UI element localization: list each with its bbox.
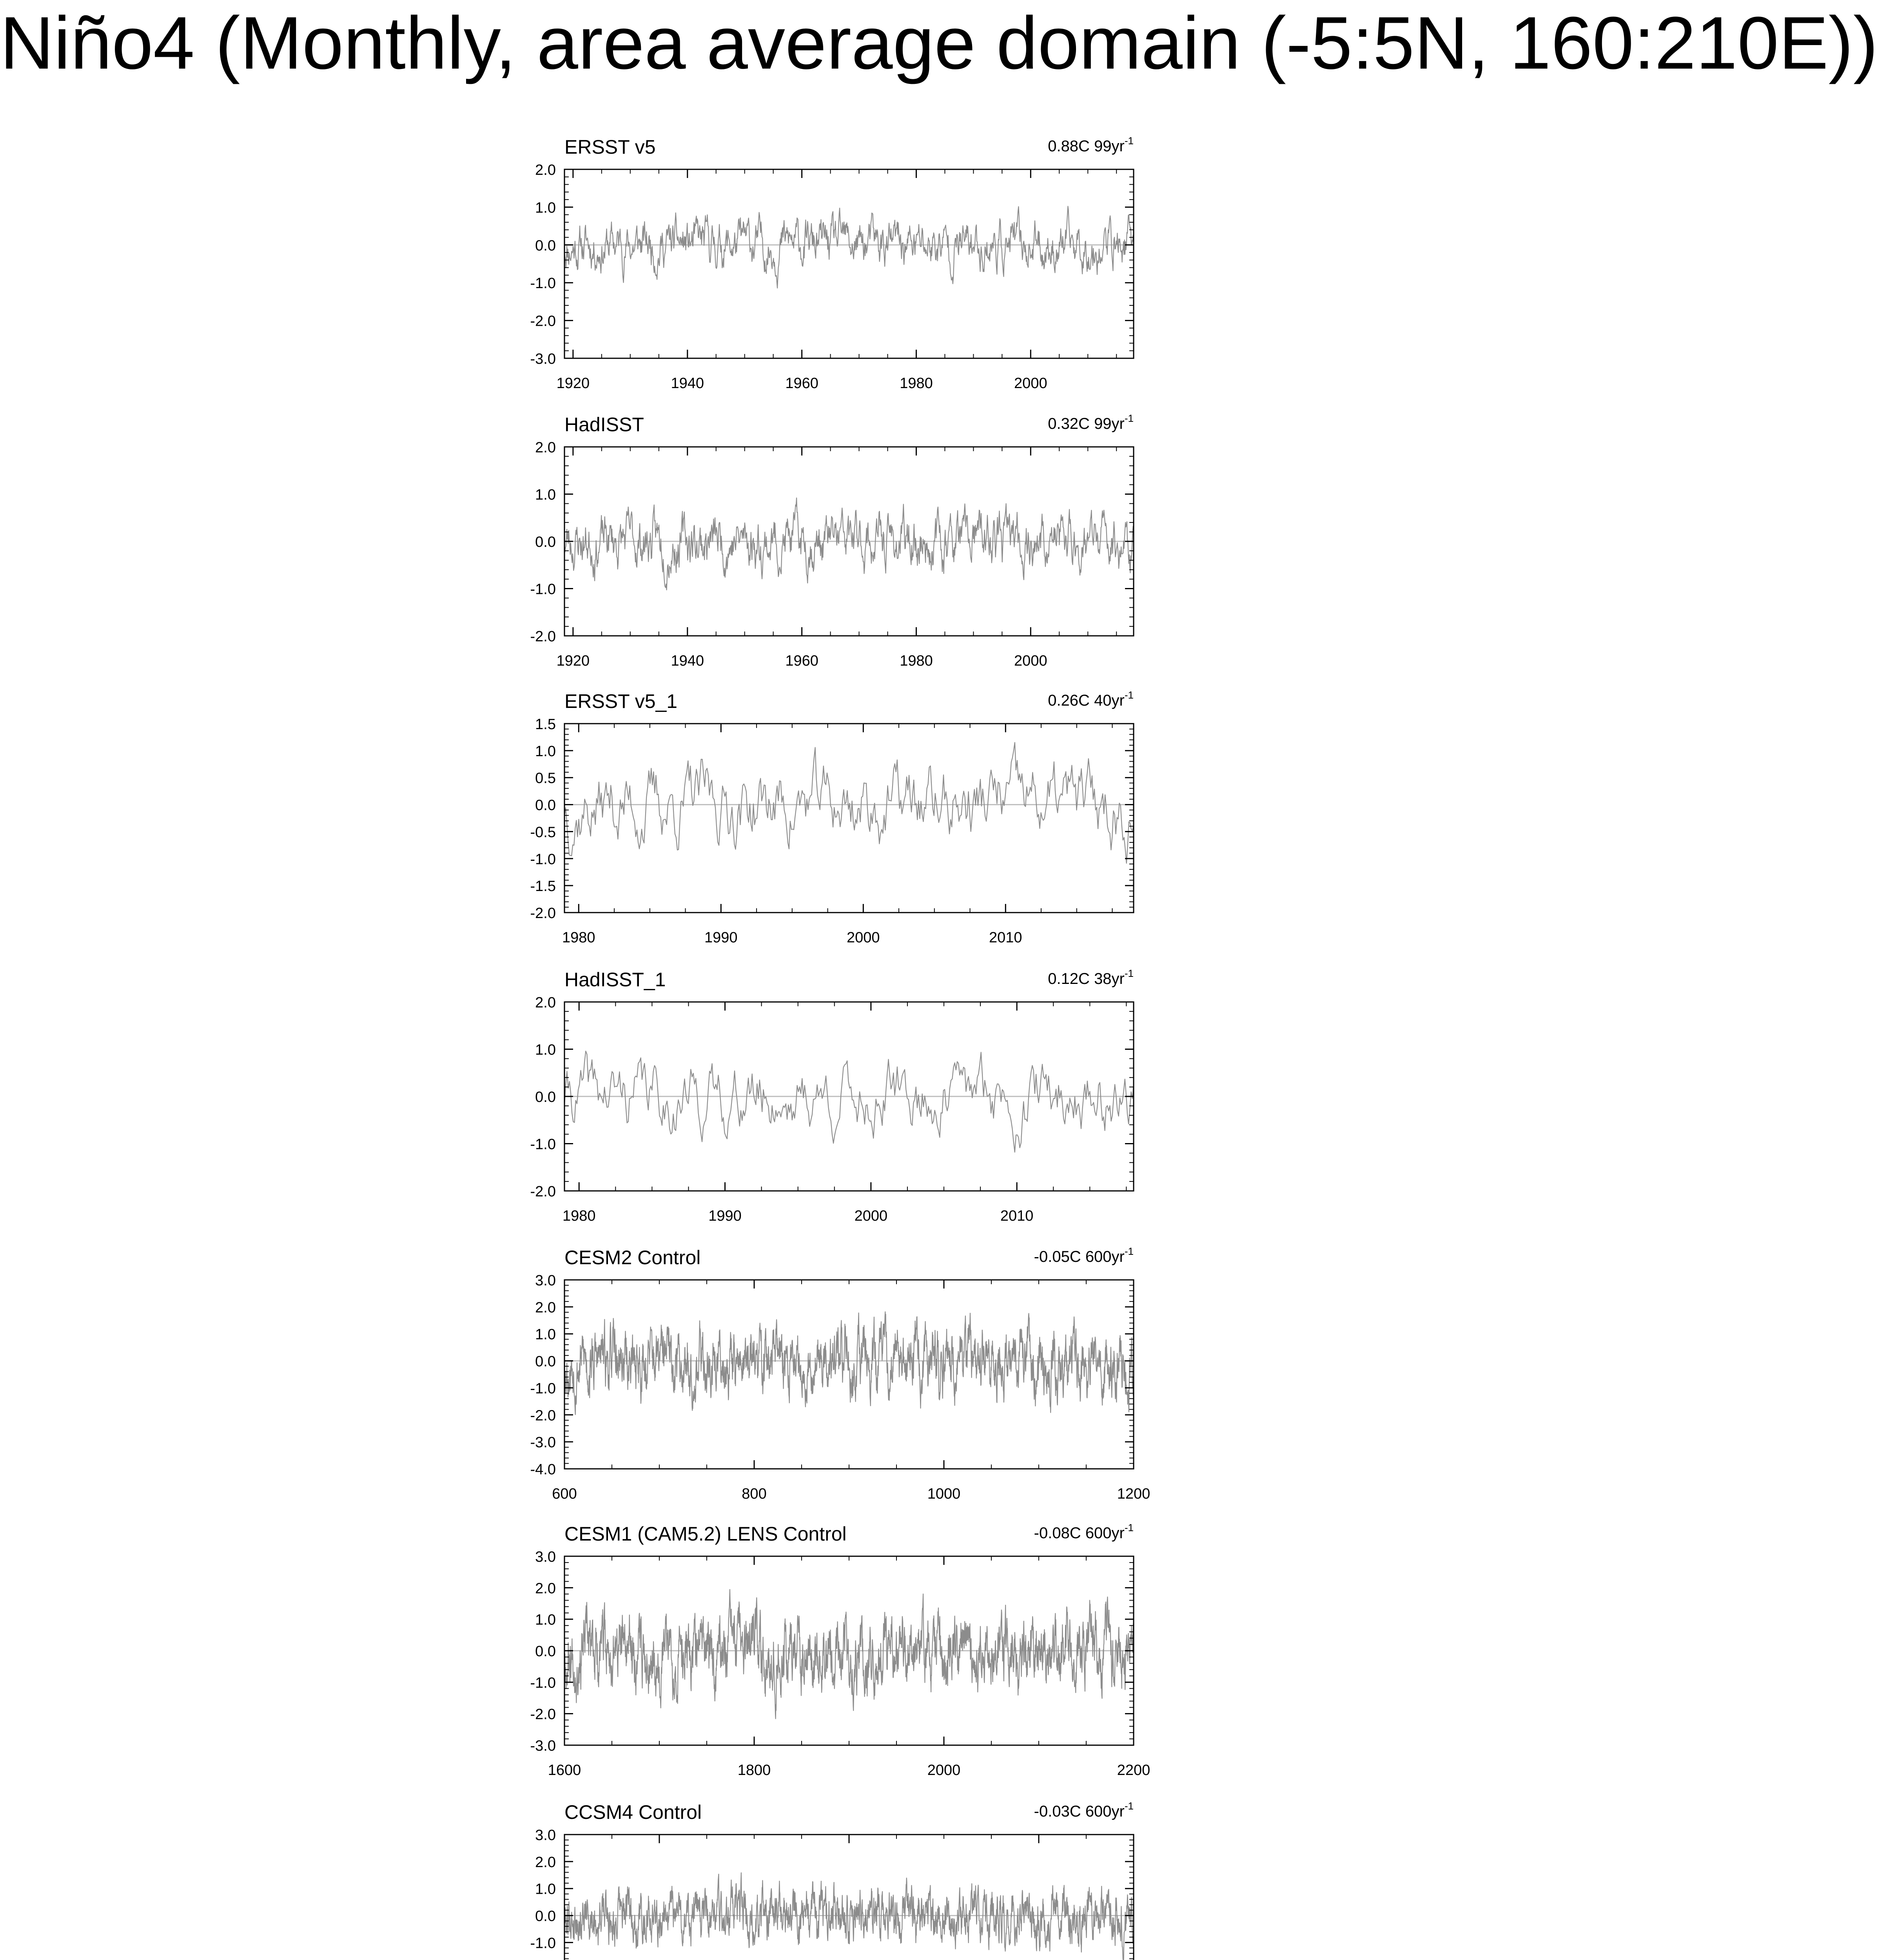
- y-tick-label: 0.0: [535, 1353, 556, 1370]
- x-tick-label: 1000: [927, 1486, 961, 1502]
- y-tick-label: -2.0: [530, 1407, 556, 1424]
- y-tick-label: 3.0: [535, 1827, 556, 1844]
- x-tick-label: 1990: [704, 929, 738, 946]
- x-tick-label: 600: [552, 1486, 577, 1502]
- panel-title: CESM1 (CAM5.2) LENS Control: [564, 1523, 847, 1545]
- x-tick-label: 1980: [900, 375, 933, 392]
- page-title: Niño4 (Monthly, area average domain (-5:5N, 160:210E)): [0, 2, 1878, 85]
- chart-panel: [530, 1800, 1134, 1960]
- series-line: [564, 206, 1134, 288]
- y-tick-label: -3.0: [530, 1738, 556, 1754]
- y-tick-label: -3.0: [530, 1434, 556, 1451]
- chart-panel: [530, 689, 1134, 946]
- y-tick-label: 0.0: [535, 1643, 556, 1660]
- trend-value: 0.26C: [1048, 692, 1094, 709]
- x-tick-label: 2000: [1014, 375, 1047, 392]
- y-tick-label: 2.0: [535, 162, 556, 178]
- x-tick-label: 1600: [548, 1762, 581, 1779]
- trend-years: 38yr: [1094, 970, 1125, 987]
- y-tick-label: -2.0: [530, 905, 556, 922]
- trend-annotation: [1034, 1522, 1134, 1542]
- trend-years: 99yr: [1094, 415, 1125, 432]
- y-tick-label: -1.0: [530, 581, 556, 598]
- x-tick-label: 2000: [927, 1762, 961, 1779]
- trend-annotation: [1048, 412, 1134, 432]
- trend-exponent: -1: [1124, 1245, 1134, 1257]
- plot-frame: [564, 169, 1134, 358]
- trend-years: 99yr: [1094, 138, 1125, 155]
- chart-panel: [530, 967, 1134, 1224]
- trend-exponent: -1: [1124, 1522, 1134, 1534]
- y-tick-label: -4.0: [530, 1461, 556, 1478]
- y-tick-label: 1.0: [535, 1326, 556, 1343]
- y-tick-label: 3.0: [535, 1549, 556, 1565]
- trend-annotation: [1048, 689, 1134, 709]
- x-tick-label: 1960: [785, 375, 818, 392]
- y-tick-label: 2.0: [535, 995, 556, 1011]
- trend-years: 40yr: [1094, 692, 1125, 709]
- trend-years: 600yr: [1085, 1524, 1125, 1542]
- chart-panel: [530, 412, 1134, 669]
- x-tick-label: 800: [742, 1486, 767, 1502]
- x-tick-label: 2010: [989, 929, 1022, 946]
- x-tick-label: 2000: [847, 929, 880, 946]
- trend-years: 600yr: [1085, 1803, 1125, 1820]
- panel-title: ERSST v5: [564, 136, 656, 158]
- y-tick-label: 0.0: [535, 797, 556, 814]
- y-tick-label: 0.0: [535, 534, 556, 550]
- panel-title: CESM2 Control: [564, 1247, 701, 1269]
- trend-years: 600yr: [1085, 1248, 1125, 1265]
- x-tick-label: 2000: [854, 1208, 888, 1224]
- y-tick-label: -1.0: [530, 851, 556, 868]
- y-tick-label: 1.0: [535, 486, 556, 503]
- trend-annotation: [1034, 1800, 1134, 1820]
- y-tick-label: 2.0: [535, 1299, 556, 1316]
- y-tick-label: 1.0: [535, 1042, 556, 1058]
- trend-value: -0.05C: [1034, 1248, 1085, 1265]
- x-tick-label: 1920: [556, 375, 590, 392]
- x-tick-label: 1990: [708, 1208, 742, 1224]
- trend-exponent: -1: [1124, 967, 1134, 979]
- trend-value: 0.32C: [1048, 415, 1094, 432]
- series-line: [564, 1590, 1134, 1719]
- trend-value: -0.08C: [1034, 1524, 1085, 1542]
- y-tick-label: 2.0: [535, 439, 556, 456]
- x-tick-label: 2010: [1000, 1208, 1034, 1224]
- chart-panel: [530, 1522, 1150, 1779]
- y-tick-label: 0.0: [535, 237, 556, 254]
- y-tick-label: 2.0: [535, 1580, 556, 1597]
- y-tick-label: -1.0: [530, 275, 556, 292]
- x-tick-label: 1980: [562, 929, 595, 946]
- y-tick-label: -1.0: [530, 1675, 556, 1691]
- series-line: [564, 742, 1134, 863]
- panel-title: HadISST_1: [564, 969, 666, 991]
- y-tick-label: 1.0: [535, 1881, 556, 1898]
- panel-title: ERSST v5_1: [564, 690, 678, 712]
- y-tick-label: 1.0: [535, 200, 556, 216]
- plot-frame: [564, 724, 1134, 913]
- y-tick-label: -0.5: [530, 824, 556, 841]
- y-tick-label: 0.0: [535, 1908, 556, 1925]
- x-tick-label: 1200: [1117, 1486, 1150, 1502]
- x-tick-label: 1940: [671, 653, 704, 669]
- x-tick-label: 1980: [562, 1208, 596, 1224]
- trend-value: -0.03C: [1034, 1803, 1085, 1820]
- trend-exponent: -1: [1124, 135, 1134, 147]
- y-tick-label: 1.5: [535, 716, 556, 733]
- series-line: [564, 1051, 1134, 1152]
- series-line: [564, 498, 1134, 590]
- trend-exponent: -1: [1124, 412, 1134, 424]
- panel-title: HadISST: [564, 414, 644, 436]
- x-tick-label: 1920: [556, 653, 590, 669]
- y-tick-label: -1.5: [530, 878, 556, 895]
- trend-exponent: -1: [1124, 1800, 1134, 1812]
- trend-annotation: [1048, 967, 1134, 987]
- y-tick-label: -2.0: [530, 628, 556, 645]
- y-tick-label: -2.0: [530, 1706, 556, 1723]
- y-tick-label: 0.5: [535, 770, 556, 787]
- trend-value: 0.88C: [1048, 138, 1094, 155]
- series-line: [564, 1312, 1134, 1414]
- y-tick-label: -2.0: [530, 1183, 556, 1200]
- x-tick-label: 1940: [671, 375, 704, 392]
- x-tick-label: 2200: [1117, 1762, 1150, 1779]
- series-line: [564, 1873, 1134, 1960]
- x-tick-label: 1980: [900, 653, 933, 669]
- chart-panel: [530, 1245, 1150, 1502]
- x-tick-label: 1800: [737, 1762, 771, 1779]
- y-tick-label: 1.0: [535, 1612, 556, 1628]
- y-tick-label: 1.0: [535, 743, 556, 760]
- y-tick-label: 2.0: [535, 1854, 556, 1871]
- trend-annotation: [1034, 1245, 1134, 1265]
- trend-exponent: -1: [1124, 689, 1134, 701]
- trend-annotation: [1048, 135, 1134, 155]
- chart-panel: [530, 135, 1134, 392]
- x-tick-label: 2000: [1014, 653, 1047, 669]
- trend-value: 0.12C: [1048, 970, 1094, 987]
- y-tick-label: -1.0: [530, 1380, 556, 1397]
- y-tick-label: 3.0: [535, 1272, 556, 1289]
- y-tick-label: -1.0: [530, 1935, 556, 1952]
- y-tick-label: -1.0: [530, 1136, 556, 1153]
- x-tick-label: 1960: [785, 653, 818, 669]
- y-tick-label: -2.0: [530, 313, 556, 330]
- y-tick-label: 0.0: [535, 1089, 556, 1105]
- y-tick-label: -3.0: [530, 351, 556, 367]
- panel-title: CCSM4 Control: [564, 1801, 702, 1823]
